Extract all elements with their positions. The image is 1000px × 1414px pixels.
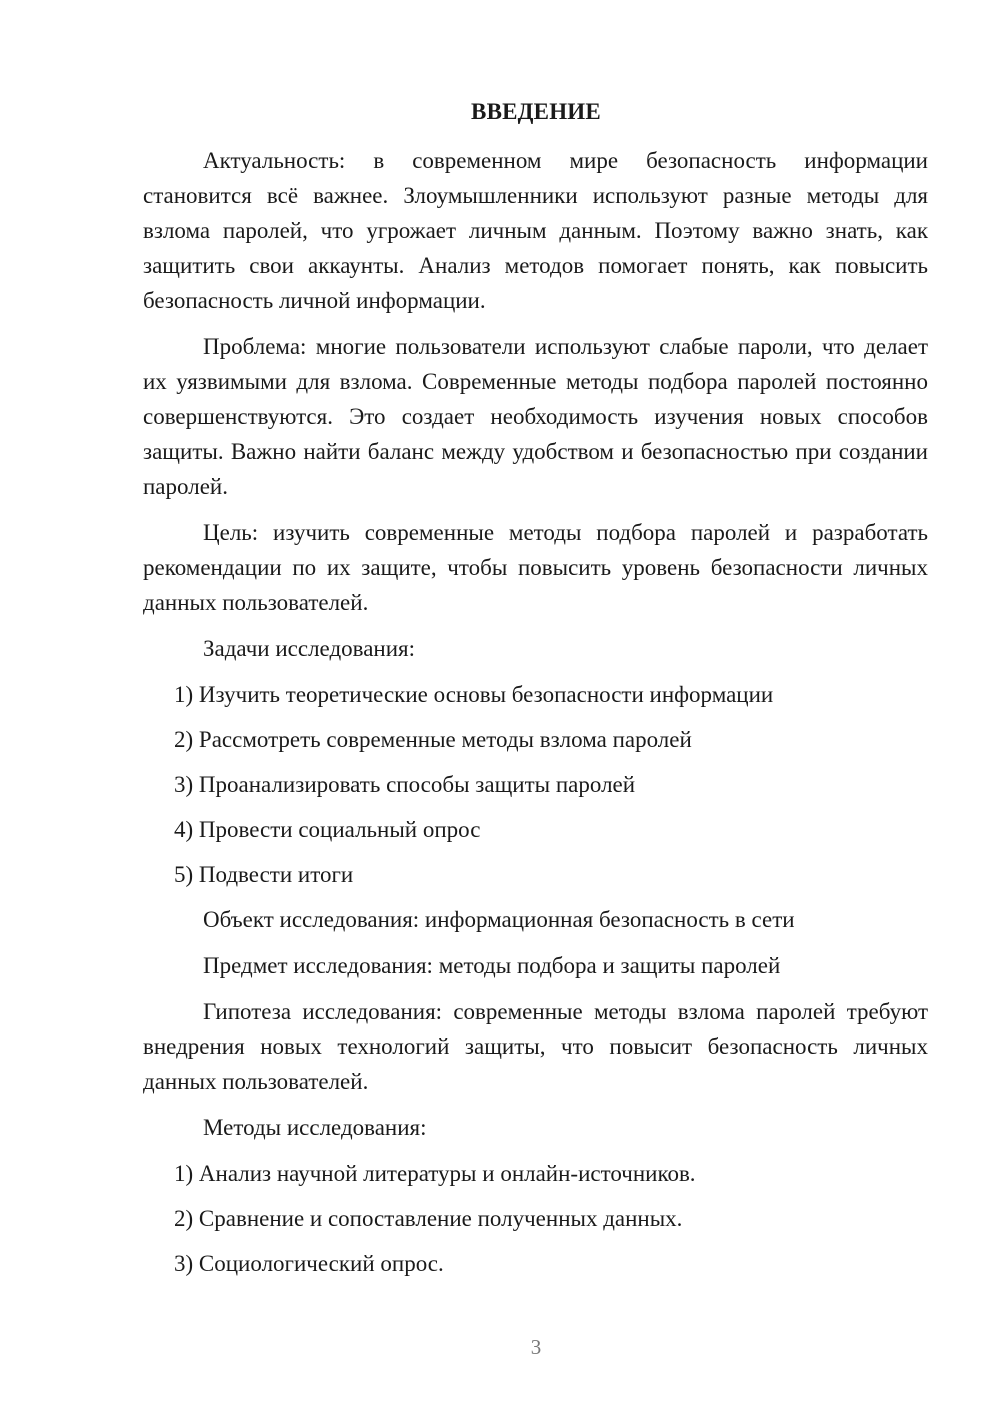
relevance-paragraph: Актуальность: в современном мире безопасность информации становится всё важнее. Злоумышленники используют разные методы для взлома паролей, что угрожает личным данным. Поэтому важно знать, как защитить свои аккаунты. Анализ методов помогает понять, как повысить безопасность личной информации. [143,148,928,313]
list-item: 5) Подвести итоги [174,862,354,887]
list-item: 4) Провести социальный опрос [174,817,481,842]
list-item: 3) Социологический опрос. [174,1251,444,1276]
hypothesis-paragraph: Гипотеза исследования: современные методы взлома паролей требуют внедрения новых технологий защиты, что повысит безопасность личных данных пользователей. [143,999,928,1094]
goal-paragraph: Цель: изучить современные методы подбора паролей и разработать рекомендации по их защите, чтобы повысить уровень безопасности личных данных пользователей. [143,520,928,615]
list-item: 3) Проанализировать способы защиты паролей [174,772,636,797]
object-paragraph: Объект исследования: информационная безопасность в сети [203,907,795,932]
methods-heading: Методы исследования: [203,1115,427,1140]
problem-paragraph: Проблема: многие пользователи используют слабые пароли, что делает их уязвимыми для взлома. Современные методы подбора паролей постоянно совершенствуются. Это создает необходимость изучения новых способов защиты. Важно найти баланс между удобством и безопасностью при создании паролей. [143,334,928,499]
list-item: 2) Сравнение и сопоставление полученных данных. [174,1206,683,1231]
list-item: 1) Анализ научной литературы и онлайн-источников. [174,1161,696,1186]
list-item: 1) Изучить теоретические основы безопасности информации [174,682,774,707]
tasks-heading: Задачи исследования: [203,636,416,661]
subject-paragraph: Предмет исследования: методы подбора и защиты паролей [203,953,781,978]
tasks-list [143,677,928,892]
list-item: 2) Рассмотреть современные методы взлома паролей [174,727,692,752]
document-body [143,143,928,1291]
methods-list [143,1156,928,1281]
page-title: ВВЕДЕНИЕ [471,99,601,124]
page-number: 3 [530,1335,542,1359]
